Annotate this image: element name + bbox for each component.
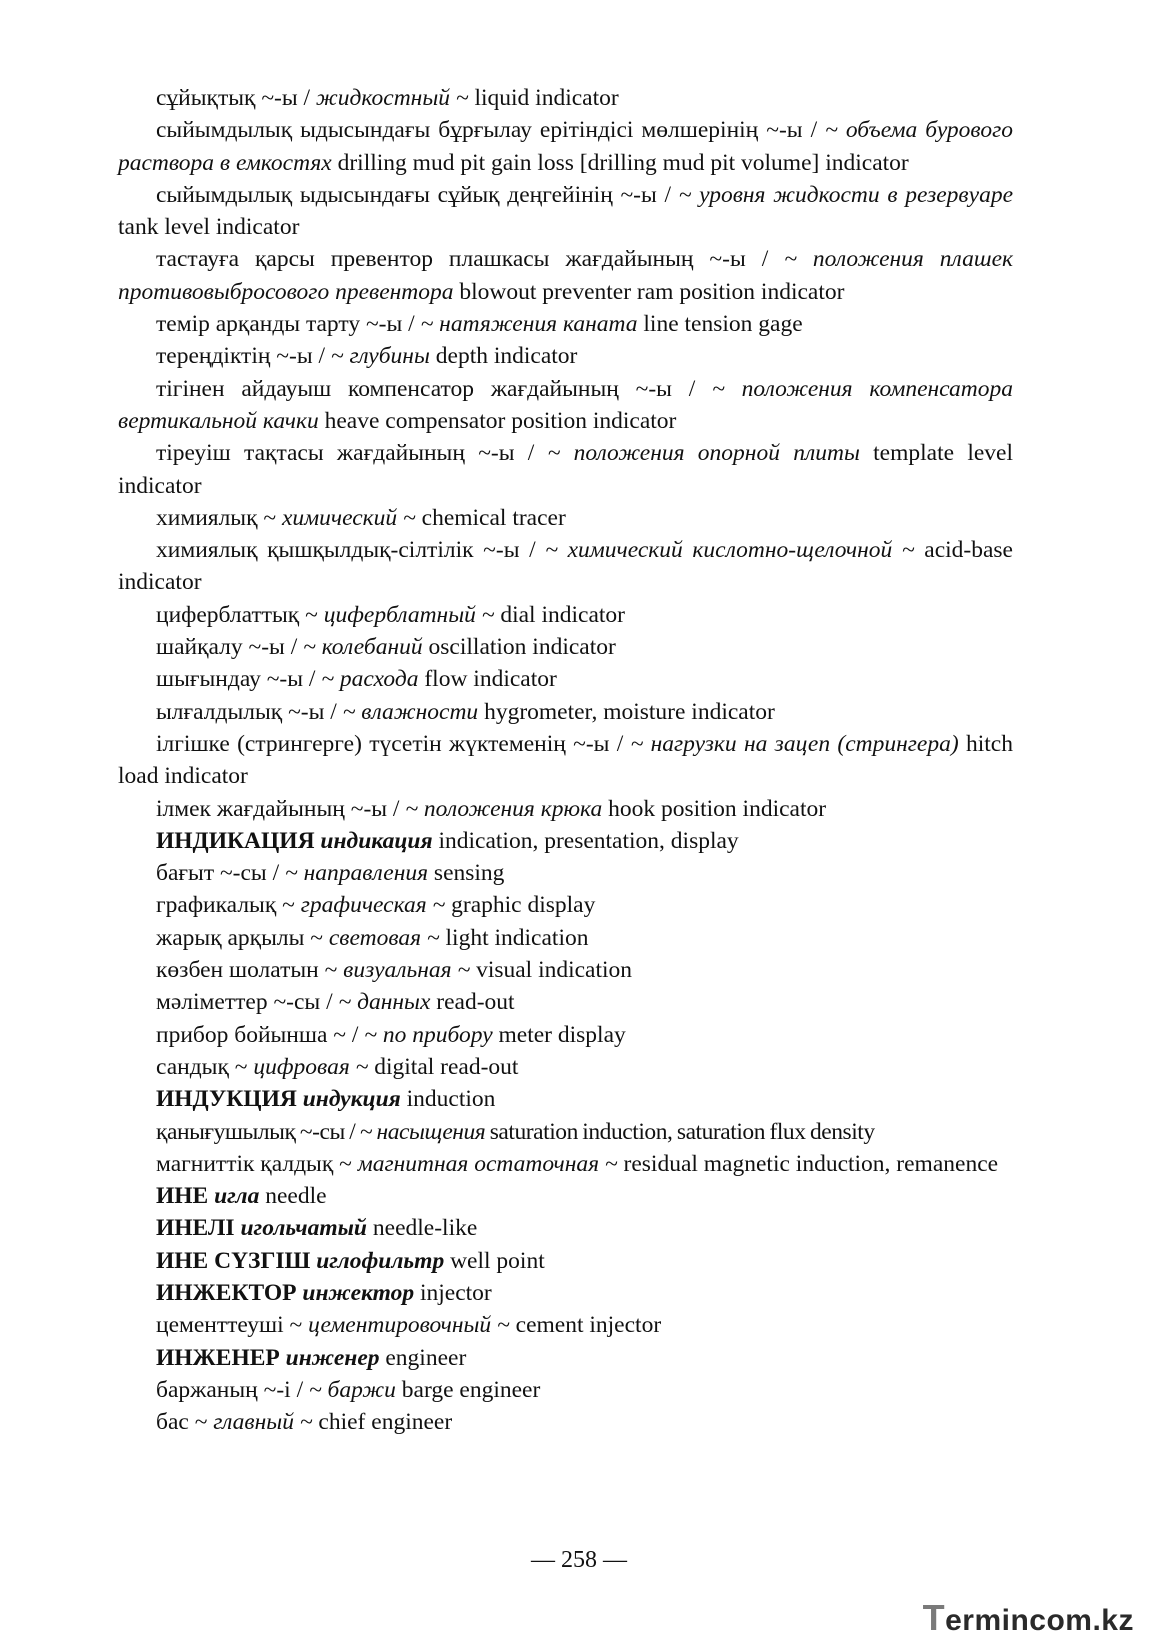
- headword-russian: игольчатый: [240, 1215, 368, 1242]
- entry-english: chemical tracer: [415, 504, 566, 531]
- headword: ИНДУКЦИЯ: [156, 1086, 303, 1113]
- headword: ИНЕЛІ: [156, 1215, 241, 1242]
- headword-entry: [118, 1277, 1013, 1309]
- entry-kazakh: сыйымдылық ыдысындағы сұйық деңгейінің ~-ы /: [156, 181, 679, 208]
- entry-russian: ~ по прибору: [364, 1021, 493, 1048]
- headword-entry: [118, 1342, 1013, 1374]
- headword: ИНЕ: [156, 1183, 215, 1210]
- entry: [118, 793, 1013, 825]
- headword-russian: инженер: [285, 1344, 380, 1371]
- headword-entry: [118, 1083, 1013, 1115]
- entry: [118, 1148, 1013, 1180]
- headword-russian: иглофильтр: [316, 1247, 445, 1274]
- entry: [118, 889, 1013, 921]
- entry: [118, 114, 1013, 179]
- entry-english: acid-base indicator: [118, 537, 1013, 596]
- entry-english: barge engineer: [395, 1376, 541, 1403]
- headword-russian: индукция: [302, 1086, 401, 1113]
- headword-russian: индикация: [320, 827, 433, 854]
- entry-kazakh: тіреуіш тақтасы жағдайының ~-ы /: [156, 440, 548, 467]
- entry-russian: жидкостный ~: [315, 85, 469, 111]
- entry-russian: ~ химический кислотно-щелочной ~: [545, 537, 915, 564]
- entry-english: hitch load indicator: [118, 730, 1013, 790]
- entry: [118, 631, 1013, 663]
- headword: ИНЖЕНЕР: [156, 1344, 286, 1371]
- entry-english: blowout preventer ram position indicator: [453, 278, 845, 305]
- entry: [118, 308, 1013, 340]
- entry: [118, 1019, 1013, 1051]
- entry: [118, 1406, 1013, 1438]
- entry-russian: циферблатный ~: [323, 601, 495, 628]
- entry-kazakh: ілгішке (стрингерге) түсетін жүктеменің ~-ы /: [156, 730, 631, 757]
- entry-english: induction: [400, 1086, 496, 1113]
- entry: [118, 922, 1013, 954]
- entry-russian: ~ колебаний: [303, 634, 423, 661]
- entry: [118, 437, 1013, 502]
- headword-entry: [118, 1180, 1013, 1212]
- entry-kazakh: графикалық ~: [156, 892, 301, 919]
- entry-kazakh: тастауға қарсы превентор плашкасы жағдайының ~-ы /: [156, 246, 785, 273]
- entry-kazakh: бағыт ~-сы /: [156, 860, 285, 887]
- entry-russian: ~ влажности: [342, 698, 479, 725]
- entry-russian: ~ уровня жидкости в резервуаре: [678, 181, 1013, 208]
- entry-english: template level indicator: [118, 440, 1013, 499]
- entry-russian: главный ~: [213, 1409, 313, 1436]
- entry-russian: ~ нагрузки на зацеп (стрингера): [630, 730, 959, 757]
- entry-russian: визуальная ~: [343, 957, 471, 984]
- entry: [118, 82, 1013, 114]
- entry-english: visual indication: [470, 957, 633, 984]
- headword-russian: инжектор: [302, 1279, 415, 1306]
- entry-kazakh: сандық ~: [156, 1053, 254, 1080]
- headword-russian: игла: [214, 1183, 260, 1210]
- entry-kazakh: химиялық ~: [156, 504, 282, 531]
- entry-english: well point: [444, 1247, 545, 1274]
- entry-kazakh: химиялық қышқылдық-сілтілік ~-ы /: [156, 537, 546, 564]
- entry-kazakh: мәліметтер ~-сы /: [156, 989, 339, 1016]
- entry-russian: цифровая ~: [253, 1053, 369, 1080]
- dictionary-page: [118, 82, 1013, 1438]
- entry: [118, 857, 1013, 889]
- entry-english: residual magnetic induction, remanence: [617, 1150, 999, 1177]
- entry: [118, 340, 1013, 372]
- entry-english: chief engineer: [312, 1409, 453, 1436]
- entry: [118, 599, 1013, 631]
- entry-kazakh: прибор бойынша ~ /: [156, 1021, 365, 1048]
- entry-english: cement injector: [509, 1312, 662, 1339]
- entry-russian: ~ направления: [285, 860, 429, 887]
- headword: ИНДИКАЦИЯ: [156, 827, 321, 854]
- entry-english: indication, presentation, display: [432, 827, 739, 854]
- entry-kazakh: тігінен айдауыш компенсатор жағдайының ~-ы /: [156, 375, 713, 402]
- entry-russian: ~ положения опорной плиты: [547, 440, 860, 467]
- entry-kazakh: жарық арқылы ~: [156, 924, 329, 951]
- entry-kazakh: шайқалу ~-ы /: [156, 634, 304, 661]
- entry: [118, 954, 1013, 986]
- entry-russian: ~ положения компенсатора вертикальной качки: [118, 375, 1013, 434]
- entry-kazakh: бас ~: [156, 1409, 214, 1436]
- entry-english: sensing: [428, 860, 505, 887]
- entry: [118, 696, 1013, 728]
- entry-russian: ~ глубины: [330, 343, 430, 370]
- entry-english: hook position indicator: [602, 795, 827, 822]
- entry-kazakh: баржаның ~-і /: [156, 1376, 309, 1403]
- entry-russian: ~ расхода: [321, 666, 419, 693]
- entry-english: meter display: [492, 1021, 626, 1048]
- entry-kazakh: ылғалдылық ~-ы /: [156, 698, 343, 725]
- entry: [118, 243, 1013, 308]
- entry: [118, 1309, 1013, 1341]
- entry-kazakh: шығындау ~-ы /: [156, 666, 322, 693]
- entry: [118, 986, 1013, 1018]
- entry-russian: цементировочный ~: [308, 1312, 510, 1339]
- entry-english: hygrometer, moisture indicator: [478, 698, 775, 725]
- entry-english: graphic display: [445, 892, 596, 919]
- entry: [118, 179, 1013, 244]
- site-logo: [923, 1597, 1134, 1639]
- entry-kazakh: қанығушылық ~-сы /: [156, 1118, 360, 1145]
- page-number: — 258 —: [531, 1547, 627, 1573]
- entry-english: line tension gage: [637, 311, 803, 338]
- logo-letter: T: [922, 1597, 946, 1638]
- headword: ИНЖЕКТОР: [156, 1279, 303, 1306]
- entry: [118, 373, 1013, 438]
- logo-text: ermincom.kz: [945, 1604, 1134, 1637]
- entry-english: drilling mud pit gain loss [drilling mud pit volume] indicator: [331, 149, 909, 176]
- entry-english: liquid indicator: [468, 85, 619, 111]
- entry: [118, 502, 1013, 534]
- entry-english: injector: [414, 1279, 492, 1306]
- entry-russian: световая ~: [328, 924, 440, 951]
- entry-russian: ~ натяжения каната: [420, 311, 638, 338]
- entry-english: needle-like: [367, 1215, 478, 1242]
- entry-kazakh: тереңдіктің ~-ы /: [156, 343, 331, 370]
- entry-kazakh: ілмек жағдайының ~-ы /: [156, 795, 406, 822]
- entry-english: tank level indicator: [118, 214, 300, 241]
- entry-english: dial indicator: [494, 601, 625, 628]
- entry-kazakh: темір арқанды тарту ~-ы /: [156, 311, 421, 338]
- entry-russian: графическая ~: [300, 892, 446, 919]
- entry-english: depth indicator: [429, 343, 578, 370]
- entry-english: heave compensator position indicator: [318, 407, 677, 434]
- entry-russian: ~ насыщения: [359, 1118, 486, 1145]
- entry-kazakh: сұйықтық ~-ы /: [156, 85, 316, 111]
- entry-russian: магнитная остаточная ~: [357, 1150, 618, 1177]
- entry-kazakh: циферблаттық ~: [156, 601, 324, 628]
- headword: ИНЕ СҮЗГІШ: [156, 1247, 317, 1274]
- entry-russian: ~ баржи: [308, 1376, 396, 1403]
- entry: [118, 663, 1013, 695]
- entry-kazakh: сыйымдылық ыдысындағы бұрғылау ерітіндісі мөлшерінің ~-ы /: [156, 117, 826, 144]
- entry-kazakh: цементтеуші ~: [156, 1312, 309, 1339]
- entry-kazakh: магниттік қалдық ~: [156, 1150, 358, 1177]
- entry-russian: химический ~: [281, 504, 416, 531]
- entry-russian: ~ положения плашек противовыбросового превентора: [118, 246, 1013, 305]
- entry-english: digital read-out: [368, 1053, 519, 1080]
- entry-russian: ~ положения крюка: [405, 795, 603, 822]
- entry-english: needle: [259, 1183, 327, 1210]
- headword-entry: [118, 825, 1013, 857]
- entry-english: saturation induction, saturation flux density: [485, 1118, 875, 1145]
- entry-english: light indication: [439, 924, 589, 951]
- entry-russian: ~ объема бурового раствора в емкостях: [118, 117, 1013, 176]
- entry: [118, 1374, 1013, 1406]
- headword-entry: [118, 1212, 1013, 1244]
- entry: [118, 728, 1013, 793]
- entry: [118, 1051, 1013, 1083]
- entry-english: engineer: [379, 1344, 467, 1371]
- entry-english: oscillation indicator: [422, 634, 616, 661]
- headword-entry: [118, 1245, 1013, 1277]
- entry-english: flow indicator: [418, 666, 557, 693]
- entry: [118, 534, 1013, 599]
- entry-kazakh: көзбен шолатын ~: [156, 957, 344, 984]
- entry: [118, 1116, 1013, 1148]
- entry-english: read-out: [430, 989, 515, 1016]
- entry-russian: ~ данных: [338, 989, 431, 1016]
